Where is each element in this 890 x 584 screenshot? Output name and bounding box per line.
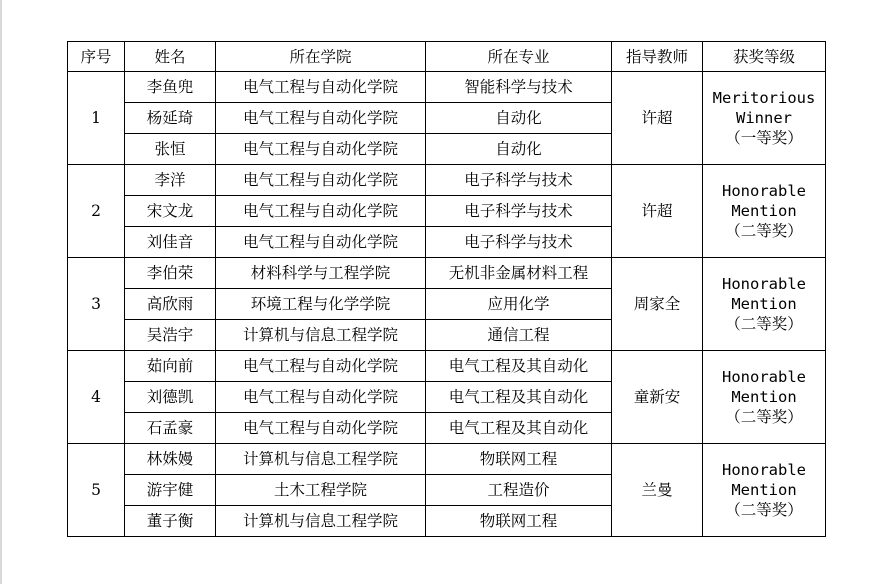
awards-table (67, 41, 826, 537)
team-advisor: 许超 (612, 165, 703, 258)
member-name: 林姝嫚 (125, 444, 216, 475)
team-index: 3 (68, 258, 125, 351)
team-award (703, 258, 826, 351)
table-row (68, 351, 826, 382)
award-line: Mention (731, 202, 797, 220)
award-line: Mention (731, 295, 797, 313)
member-college: 电气工程与自动化学院 (216, 134, 426, 165)
member-major: 自动化 (426, 103, 612, 134)
member-major: 应用化学 (426, 289, 612, 320)
member-college: 电气工程与自动化学院 (216, 103, 426, 134)
member-name: 游宇健 (125, 475, 216, 506)
member-major: 电子科学与技术 (426, 227, 612, 258)
team-award (703, 165, 826, 258)
team-index: 1 (68, 72, 125, 165)
team-advisor: 兰曼 (612, 444, 703, 537)
award-line: Honorable (722, 368, 806, 386)
header-name: 姓名 (125, 42, 216, 72)
award-line: Mention (731, 481, 797, 499)
member-major: 电气工程及其自动化 (426, 413, 612, 444)
member-college: 电气工程与自动化学院 (216, 72, 426, 103)
member-name: 张恒 (125, 134, 216, 165)
team-award (703, 351, 826, 444)
award-line: （二等奖） (725, 315, 803, 333)
team-index: 4 (68, 351, 125, 444)
member-name: 茹向前 (125, 351, 216, 382)
member-major: 电子科学与技术 (426, 165, 612, 196)
member-college: 环境工程与化学学院 (216, 289, 426, 320)
member-name: 刘佳音 (125, 227, 216, 258)
award-line: （二等奖） (725, 501, 803, 519)
member-college: 电气工程与自动化学院 (216, 227, 426, 258)
team-advisor: 周家全 (612, 258, 703, 351)
award-line: （一等奖） (725, 129, 803, 147)
table-row (68, 444, 826, 475)
member-name: 董子衡 (125, 506, 216, 537)
member-name: 李伯荣 (125, 258, 216, 289)
member-college: 电气工程与自动化学院 (216, 351, 426, 382)
member-college: 计算机与信息工程学院 (216, 320, 426, 351)
page-left-edge (0, 0, 2, 584)
member-name: 杨延琦 (125, 103, 216, 134)
header-advisor: 指导教师 (612, 42, 703, 72)
member-college: 材料科学与工程学院 (216, 258, 426, 289)
member-college: 计算机与信息工程学院 (216, 506, 426, 537)
member-college: 电气工程与自动化学院 (216, 413, 426, 444)
member-college: 土木工程学院 (216, 475, 426, 506)
member-name: 吴浩宇 (125, 320, 216, 351)
member-major: 电子科学与技术 (426, 196, 612, 227)
header-row (68, 42, 826, 72)
award-line: Honorable (722, 461, 806, 479)
award-line: （二等奖） (725, 408, 803, 426)
header-college: 所在学院 (216, 42, 426, 72)
table-header (68, 42, 826, 72)
award-line: Meritorious (712, 89, 816, 107)
member-name: 李洋 (125, 165, 216, 196)
member-college: 电气工程与自动化学院 (216, 165, 426, 196)
header-index: 序号 (68, 42, 125, 72)
team-award (703, 72, 826, 165)
member-name: 宋文龙 (125, 196, 216, 227)
team-advisor: 许超 (612, 72, 703, 165)
member-college: 计算机与信息工程学院 (216, 444, 426, 475)
table-body (68, 72, 826, 537)
award-line: Winner (736, 109, 792, 127)
table-row (68, 72, 826, 103)
member-major: 无机非金属材料工程 (426, 258, 612, 289)
member-major: 自动化 (426, 134, 612, 165)
team-advisor: 童新安 (612, 351, 703, 444)
team-index: 5 (68, 444, 125, 537)
member-major: 工程造价 (426, 475, 612, 506)
member-major: 通信工程 (426, 320, 612, 351)
header-award: 获奖等级 (703, 42, 826, 72)
member-name: 李鱼兜 (125, 72, 216, 103)
award-line: Mention (731, 388, 797, 406)
member-major: 电气工程及其自动化 (426, 351, 612, 382)
table-row (68, 165, 826, 196)
team-award (703, 444, 826, 537)
member-name: 刘德凯 (125, 382, 216, 413)
member-name: 石孟豪 (125, 413, 216, 444)
member-major: 电气工程及其自动化 (426, 382, 612, 413)
member-name: 高欣雨 (125, 289, 216, 320)
award-line: Honorable (722, 275, 806, 293)
header-major: 所在专业 (426, 42, 612, 72)
team-index: 2 (68, 165, 125, 258)
member-college: 电气工程与自动化学院 (216, 382, 426, 413)
award-line: Honorable (722, 182, 806, 200)
award-line: （二等奖） (725, 222, 803, 240)
member-major: 智能科学与技术 (426, 72, 612, 103)
member-major: 物联网工程 (426, 444, 612, 475)
table-row (68, 258, 826, 289)
member-major: 物联网工程 (426, 506, 612, 537)
member-college: 电气工程与自动化学院 (216, 196, 426, 227)
